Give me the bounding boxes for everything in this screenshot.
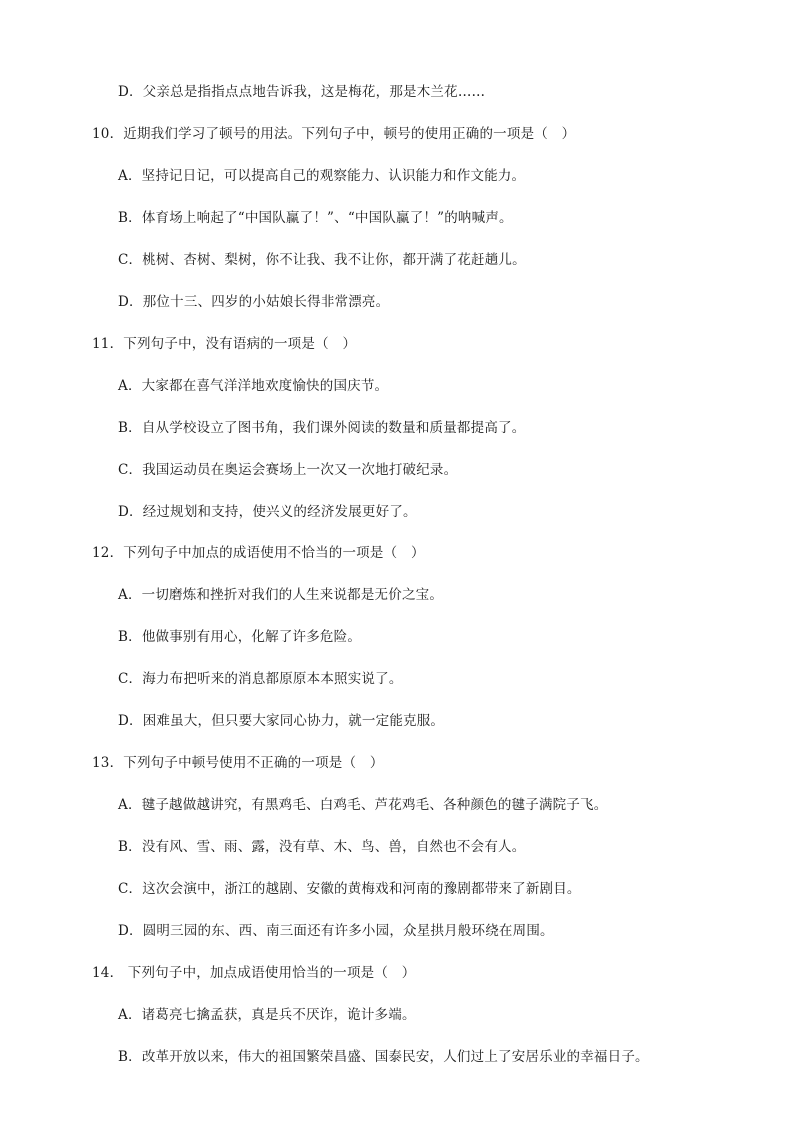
q11-option-a: A．大家都在喜气洋洋地欢度愉快的国庆节。 [118,378,389,394]
q13-option-b: B．没有风、雪、雨、露，没有草、木、鸟、兽，自然也不会有人。 [118,839,526,855]
q11-option-b: B．自从学校设立了图书角，我们课外阅读的数量和质量都提高了。 [118,420,526,436]
q10-option-d: D．那位十三、四岁的小姑娘长得非常漂亮。 [118,294,390,310]
q14-option-b: B．改革开放以来，伟大的祖国繁荣昌盛、国泰民安，人们过上了安居乐业的幸福日子。 [118,1049,649,1065]
q11-option-d: D．经过规划和支持，使兴义的经济发展更好了。 [118,504,417,520]
q10-option-b: B．体育场上响起了“中国队赢了！”、“中国队赢了！”的呐喊声。 [118,210,513,226]
q14-option-a: A．诸葛亮七擒孟获，真是兵不厌诈，诡计多端。 [118,1007,416,1023]
q13-option-c: C．这次会演中，浙江的越剧、安徽的黄梅戏和河南的豫剧都带来了新剧目。 [118,881,581,897]
q10-option-a: A．坚持记日记，可以提高自己的观察能力、认识能力和作文能力。 [118,168,526,184]
question-12: 12．下列句子中加点的成语使用不恰当的一项是（ ） [92,545,425,561]
q12-option-d: D．困难虽大，但只要大家同心协力，就一定能克服。 [118,713,445,729]
q11-option-c: C．我国运动员在奥运会赛场上一次又一次地打破纪录。 [118,462,458,478]
q12-option-c: C．海力布把听来的消息都原原本本照实说了。 [118,671,403,687]
q12-option-a: A．一切磨炼和挫折对我们的人生来说都是无价之宝。 [118,587,444,603]
q13-option-d: D．圆明三园的东、西、南三面还有许多小园，众星拱月般环绕在周围。 [118,923,554,939]
q13-option-a: A．毽子越做越讲究，有黑鸡毛、白鸡毛、芦花鸡毛、各种颜色的毽子满院子飞。 [118,797,608,813]
question-10: 10．近期我们学习了顿号的用法。下列句子中，顿号的使用正确的一项是（ ） [92,126,576,142]
q12-option-b: B．他做事别有用心，化解了许多危险。 [118,629,362,645]
question-13: 13．下列句子中顿号使用不正确的一项是（ ） [92,755,384,771]
question-14: 14． 下列句子中，加点成语使用恰当的一项是（ ） [92,965,416,981]
q9-option-d: D．父亲总是指指点点地告诉我，这是梅花，那是木兰花…… [118,84,486,100]
question-11: 11．下列句子中，没有语病的一项是（ ） [92,336,357,352]
q10-option-c: C．桃树、杏树、梨树，你不让我、我不让你，都开满了花赶趟儿。 [118,252,526,268]
